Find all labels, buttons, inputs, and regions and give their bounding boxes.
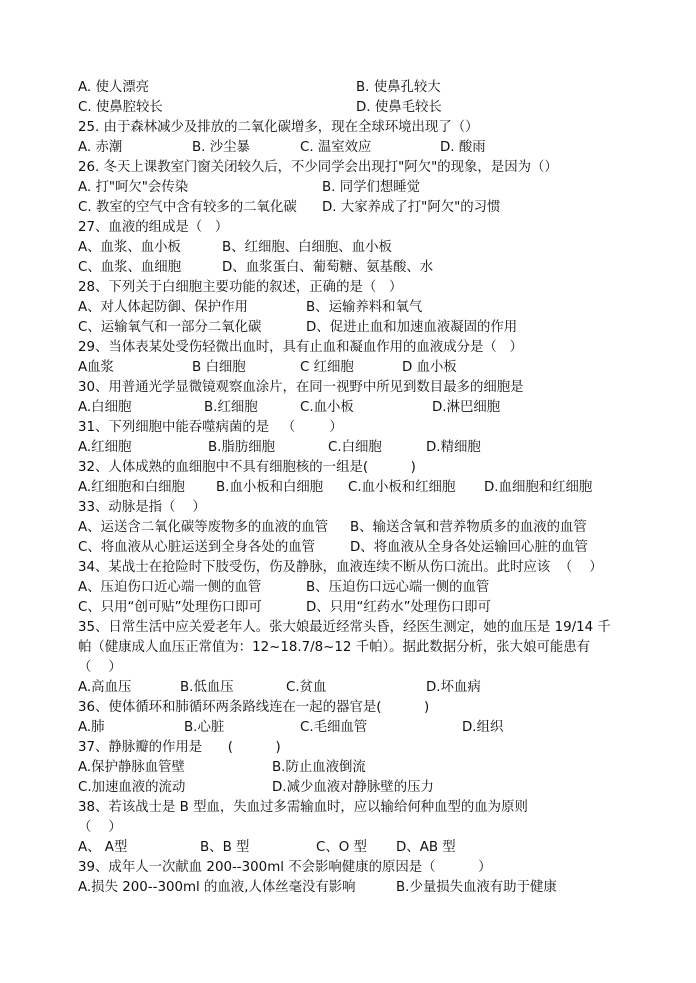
q24-option-c: C. 使鼻腔较长 (78, 100, 163, 115)
q31-option-c: C.白细胞 (328, 440, 382, 455)
q33-option-d: D、将血液从全身各处运输回心脏的血管 (350, 540, 588, 555)
q38-option-d: D、AB 型 (396, 840, 456, 855)
q30-option-c: C.血小板 (300, 400, 354, 415)
q31-stem: 31、下列细胞中能吞噬病菌的是 （ ） (78, 420, 343, 435)
q38-stem-line1: 38、若该战士是 B 型血，失血过多需输血时，应以输给何种血型的血为原则 (78, 800, 528, 815)
q27-option-d: D、血浆蛋白、葡萄糖、氨基酸、水 (222, 260, 434, 275)
q35-option-a: A.高血压 (78, 680, 132, 695)
q33-option-c: C、将血液从心脏运送到全身各处的血管 (78, 540, 315, 555)
q33-option-b: B、输送含氧和营养物质多的血液的血管 (350, 520, 587, 535)
q34-option-d: D、只用“红药水”处理伤口即可 (306, 600, 491, 615)
q36-option-d: D.组织 (462, 720, 504, 735)
q29-stem: 29、当体表某处受伤轻微出血时，具有止血和凝血作用的血液成分是（ ） (78, 340, 523, 355)
q30-stem: 30、用普通光学显微镜观察血涂片，在同一视野中所见到数目最多的细胞是 (78, 380, 524, 395)
q29-option-d: D 血小板 (402, 360, 457, 375)
q37-option-d: D.减少血液对静脉壁的压力 (272, 780, 434, 795)
q36-option-b: B.心脏 (184, 720, 225, 735)
q34-stem: 34、某战士在抢险时下肢受伤，伤及静脉，血液连续不断从伤口流出。此时应该 （ ） (78, 560, 603, 575)
q31-option-b: B.脂肪细胞 (208, 440, 276, 455)
q32-option-a: A.红细胞和白细胞 (78, 480, 185, 495)
q24-option-a: A. 使人漂亮 (78, 80, 149, 95)
q35-option-d: D.坏血病 (426, 680, 481, 695)
q27-option-c: C、血浆、血细胞 (78, 260, 182, 275)
q39-option-a: A.损失 200--300ml 的血液,人体丝毫没有影响 (78, 880, 356, 895)
q32-option-b: B.血小板和白细胞 (216, 480, 324, 495)
q26-option-a: A. 打"呵欠"会传染 (78, 180, 189, 195)
q30-option-a: A.白细胞 (78, 400, 132, 415)
q31-option-d: D.精细胞 (426, 440, 481, 455)
q30-option-d: D.淋巴细胞 (432, 400, 501, 415)
q25-option-d: D. 酸雨 (440, 140, 486, 155)
q24-option-b: B. 使鼻孔较大 (356, 80, 441, 95)
q25-option-a: A. 赤潮 (78, 140, 123, 155)
q27-option-a: A、血浆、血小板 (78, 240, 181, 255)
q31-option-a: A.红细胞 (78, 440, 132, 455)
q37-option-b: B.防止血液倒流 (272, 760, 366, 775)
q25-option-b: B. 沙尘暴 (192, 140, 250, 155)
q28-option-b: B、运输养料和氧气 (306, 300, 423, 315)
q24-option-d: D. 使鼻毛较长 (356, 100, 442, 115)
q39-stem: 39、成年人一次献血 200--300ml 不会影响健康的原因是（ ） (78, 860, 492, 875)
q35-option-b: B.低血压 (180, 680, 234, 695)
q37-stem: 37、静脉瓣的作用是 ( ) (78, 740, 281, 755)
q34-option-a: A、压迫伤口近心端一侧的血管 (78, 580, 262, 595)
q36-stem: 36、使体循环和肺循环两条路线连在一起的器官是( ) (78, 700, 430, 715)
q25-option-c: C. 温室效应 (300, 140, 372, 155)
q35-stem-line1: 35、日常生活中应关爱老年人。张大娘最近经常头昏，经医生测定，她的血压是 19/14 千 (78, 620, 611, 635)
q28-option-d: D、促进止血和加速血液凝固的作用 (306, 320, 518, 335)
q29-option-c: C 红细胞 (300, 360, 354, 375)
q25-stem: 25. 由于森林减少及排放的二氧化碳增多，现在全球环境出现了（） (78, 120, 479, 135)
q28-option-a: A、对人体起防御、保护作用 (78, 300, 248, 315)
q33-option-a: A、运送含二氧化碳等废物多的血液的血管 (78, 520, 329, 535)
q32-option-d: D.血细胞和红细胞 (484, 480, 593, 495)
q29-option-b: B 白细胞 (192, 360, 246, 375)
q26-option-c: C. 教室的空气中含有较多的二氧化碳 (78, 200, 297, 215)
q26-option-d: D. 大家养成了打"阿欠"的习惯 (322, 200, 501, 215)
q39-option-b: B.少量损失血液有助于健康 (396, 880, 557, 895)
q37-option-a: A.保护静脉血管壁 (78, 760, 185, 775)
q35-stem-line3: （ ） (78, 660, 122, 675)
q28-option-c: C、运输氧气和一部分二氧化碳 (78, 320, 262, 335)
q32-option-c: C.血小板和红细胞 (348, 480, 456, 495)
q38-stem-line2: （ ） (78, 820, 122, 835)
q38-option-c: C、O 型 (316, 840, 367, 855)
q27-stem: 27、血液的组成是（ ） (78, 220, 229, 235)
q32-stem: 32、人体成熟的血细胞中不具有细胞核的一组是( ) (78, 460, 416, 475)
q33-stem: 33、动脉是指（ ） (78, 500, 206, 515)
q38-option-a: A、 A型 (78, 840, 128, 855)
q27-option-b: B、红细胞、白细胞、血小板 (222, 240, 392, 255)
q34-option-b: B、压迫伤口远心端一侧的血管 (306, 580, 490, 595)
q26-stem: 26. 冬天上课教室门窗关闭较久后，不少同学会出现打"阿欠"的现象，是因为（） (78, 160, 558, 175)
q35-option-c: C.贫血 (286, 680, 327, 695)
q35-stem-line2: 帕（健康成人血压正常值为：12~18.7/8~12 千帕）。据此数据分析，张大娘可能患有 (78, 640, 591, 655)
q28-stem: 28、下列关于白细胞主要功能的叙述，正确的是（ ） (78, 280, 403, 295)
q38-option-b: B、B 型 (200, 840, 250, 855)
q34-option-c: C、只用“创可贴”处理伤口即可 (78, 600, 262, 615)
q26-option-b: B. 同学们想睡觉 (322, 180, 421, 195)
q36-option-a: A.肺 (78, 720, 105, 735)
q30-option-b: B.红细胞 (204, 400, 258, 415)
q29-option-a: A血浆 (78, 360, 114, 375)
q36-option-c: C.毛细血管 (300, 720, 368, 735)
q37-option-c: C.加速血液的流动 (78, 780, 186, 795)
